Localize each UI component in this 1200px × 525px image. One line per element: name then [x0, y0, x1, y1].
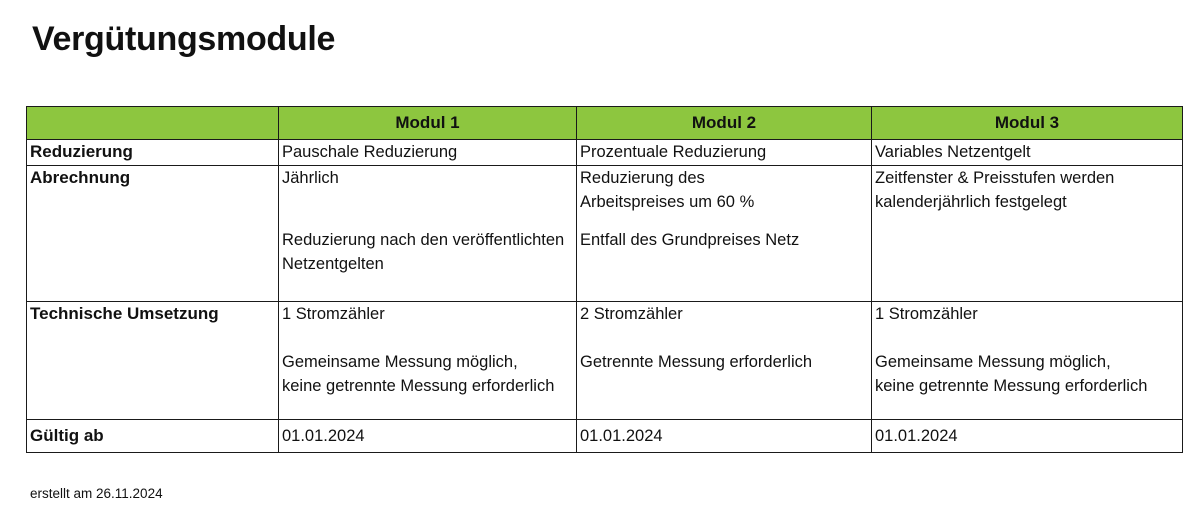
row-label-technische-umsetzung [27, 302, 279, 420]
table-cell [279, 420, 577, 453]
cell-text: Jährlich [282, 169, 339, 187]
table-row [27, 420, 1183, 453]
cell-text: Getrennte Messung erforderlich [580, 353, 813, 371]
cell-text: 1 Stromzähler [875, 305, 978, 323]
cell-text: Variables Netzentgelt [875, 143, 1031, 161]
header-modul-2: Modul 2 [577, 107, 872, 140]
row-label-text: Reduzierung [30, 142, 133, 161]
table-cell [577, 420, 872, 453]
table-cell [577, 140, 872, 166]
cell-text: Entfall des Grundpreises Netz [580, 231, 800, 249]
cell-text: Pauschale Reduzierung [282, 143, 458, 161]
created-date-note: erstellt am 26.11.2024 [30, 486, 163, 501]
row-label-text: Abrechnung [30, 168, 131, 187]
row-label-abrechnung [27, 166, 279, 302]
table-row [27, 166, 1183, 302]
cell-text: keine getrennte Messung erforderlich [875, 377, 1148, 395]
header-modul-3: Modul 3 [872, 107, 1183, 140]
table-cell [577, 166, 872, 302]
cell-text: Gemeinsame Messung möglich, [282, 353, 518, 371]
compensation-modules-table [26, 106, 1183, 453]
cell-text: 01.01.2024 [282, 427, 365, 445]
table-cell [577, 302, 872, 420]
table-cell [872, 140, 1183, 166]
cell-text: 01.01.2024 [875, 427, 958, 445]
cell-text: Gemeinsame Messung möglich, [875, 353, 1111, 371]
row-label-gueltig-ab [27, 420, 279, 453]
cell-text: Reduzierung nach den veröffentlichten [282, 231, 565, 249]
header-modul-1: Modul 1 [279, 107, 577, 140]
cell-text: kalenderjährlich festgelegt [875, 193, 1067, 211]
table-cell [279, 140, 577, 166]
row-label-reduzierung [27, 140, 279, 166]
cell-text: Zeitfenster & Preisstufen werden [875, 169, 1115, 187]
table-row [27, 140, 1183, 166]
cell-text: Reduzierung des [580, 169, 705, 187]
table-cell [279, 166, 577, 302]
row-label-text: Gültig ab [30, 426, 104, 445]
table-row [27, 302, 1183, 420]
table-cell [872, 302, 1183, 420]
cell-text: 2 Stromzähler [580, 305, 683, 323]
cell-text: Netzentgelten [282, 255, 384, 273]
table-header-row [27, 107, 1183, 140]
cell-text: 01.01.2024 [580, 427, 663, 445]
cell-text: Arbeitspreises um 60 % [580, 193, 755, 211]
row-label-text: Technische Umsetzung [30, 304, 219, 323]
table-cell [872, 420, 1183, 453]
cell-text: 1 Stromzähler [282, 305, 385, 323]
header-empty-cell [27, 107, 279, 140]
table-cell [872, 166, 1183, 302]
cell-text: Prozentuale Reduzierung [580, 143, 767, 161]
cell-text: keine getrennte Messung erforderlich [282, 377, 555, 395]
page-title: Vergütungsmodule [32, 20, 336, 58]
table-cell [279, 302, 577, 420]
